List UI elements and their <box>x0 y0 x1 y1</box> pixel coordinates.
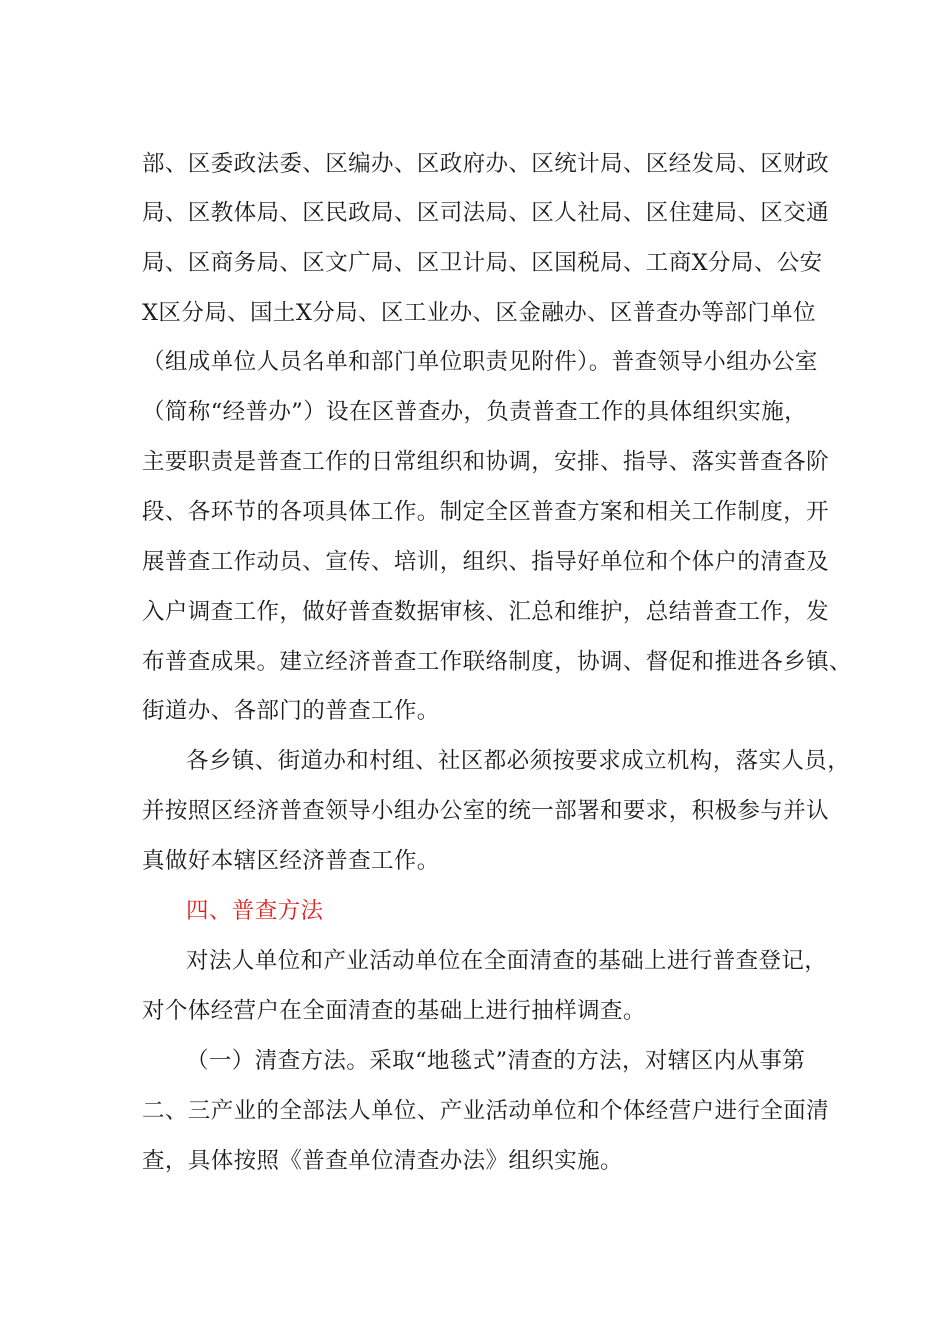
body-text-line: 局、区商务局、区文广局、区卫计局、区国税局、工商X分局、公安 <box>142 250 823 276</box>
body-text-line: 主要职责是普查工作的日常组织和协调，安排、指导、落实普查各阶 <box>142 449 830 475</box>
body-text-line: 查，具体按照《普查单位清查办法》组织实施。 <box>142 1148 623 1174</box>
body-text-line: X区分局、国土X分局、区工业办、区金融办、区普查办等部门单位 <box>142 300 817 326</box>
body-text-line: （简称“经普办”）设在区普查办，负责普查工作的具体组织实施， <box>142 399 808 425</box>
body-text-line: （一）清查方法。采取“地毯式”清查的方法，对辖区内从事第 <box>186 1048 806 1074</box>
body-text-line: 各乡镇、街道办和村组、社区都必须按要求成立机构，落实人员， <box>186 748 851 774</box>
body-text-line: 部、区委政法委、区编办、区政府办、区统计局、区经发局、区财政 <box>142 151 830 177</box>
body-text-line: 并按照区经济普查领导小组办公室的统一部署和要求，积极参与并认 <box>142 798 830 824</box>
body-text-line: 局、区教体局、区民政局、区司法局、区人社局、区住建局、区交通 <box>142 200 830 226</box>
section-heading: 四、普查方法 <box>186 898 324 924</box>
body-text-line: 入户调查工作，做好普查数据审核、汇总和维护，总结普查工作，发 <box>142 599 830 625</box>
body-text-line: 段、各环节的各项具体工作。制定全区普查方案和相关工作制度，开 <box>142 499 830 525</box>
body-text-line: 二、三产业的全部法人单位、产业活动单位和个体经营户进行全面清 <box>142 1098 830 1124</box>
body-text-line: 街道办、各部门的普查工作。 <box>142 698 440 724</box>
body-text-line: 展普查工作动员、宣传、培训，组织、指导好单位和个体户的清查及 <box>142 549 830 575</box>
body-text-line: 对法人单位和产业活动单位在全面清查的基础上进行普查登记， <box>186 948 828 974</box>
body-text-line: 对个体经营户在全面清查的基础上进行抽样调查。 <box>142 998 646 1024</box>
body-text-line: 布普查成果。建立经济普查工作联络制度，协调、督促和推进各乡镇、 <box>142 649 852 675</box>
body-text-line: （组成单位人员名单和部门单位职责见附件）。普查领导小组办公室 <box>142 349 818 375</box>
body-text-line: 真做好本辖区经济普查工作。 <box>142 848 440 874</box>
